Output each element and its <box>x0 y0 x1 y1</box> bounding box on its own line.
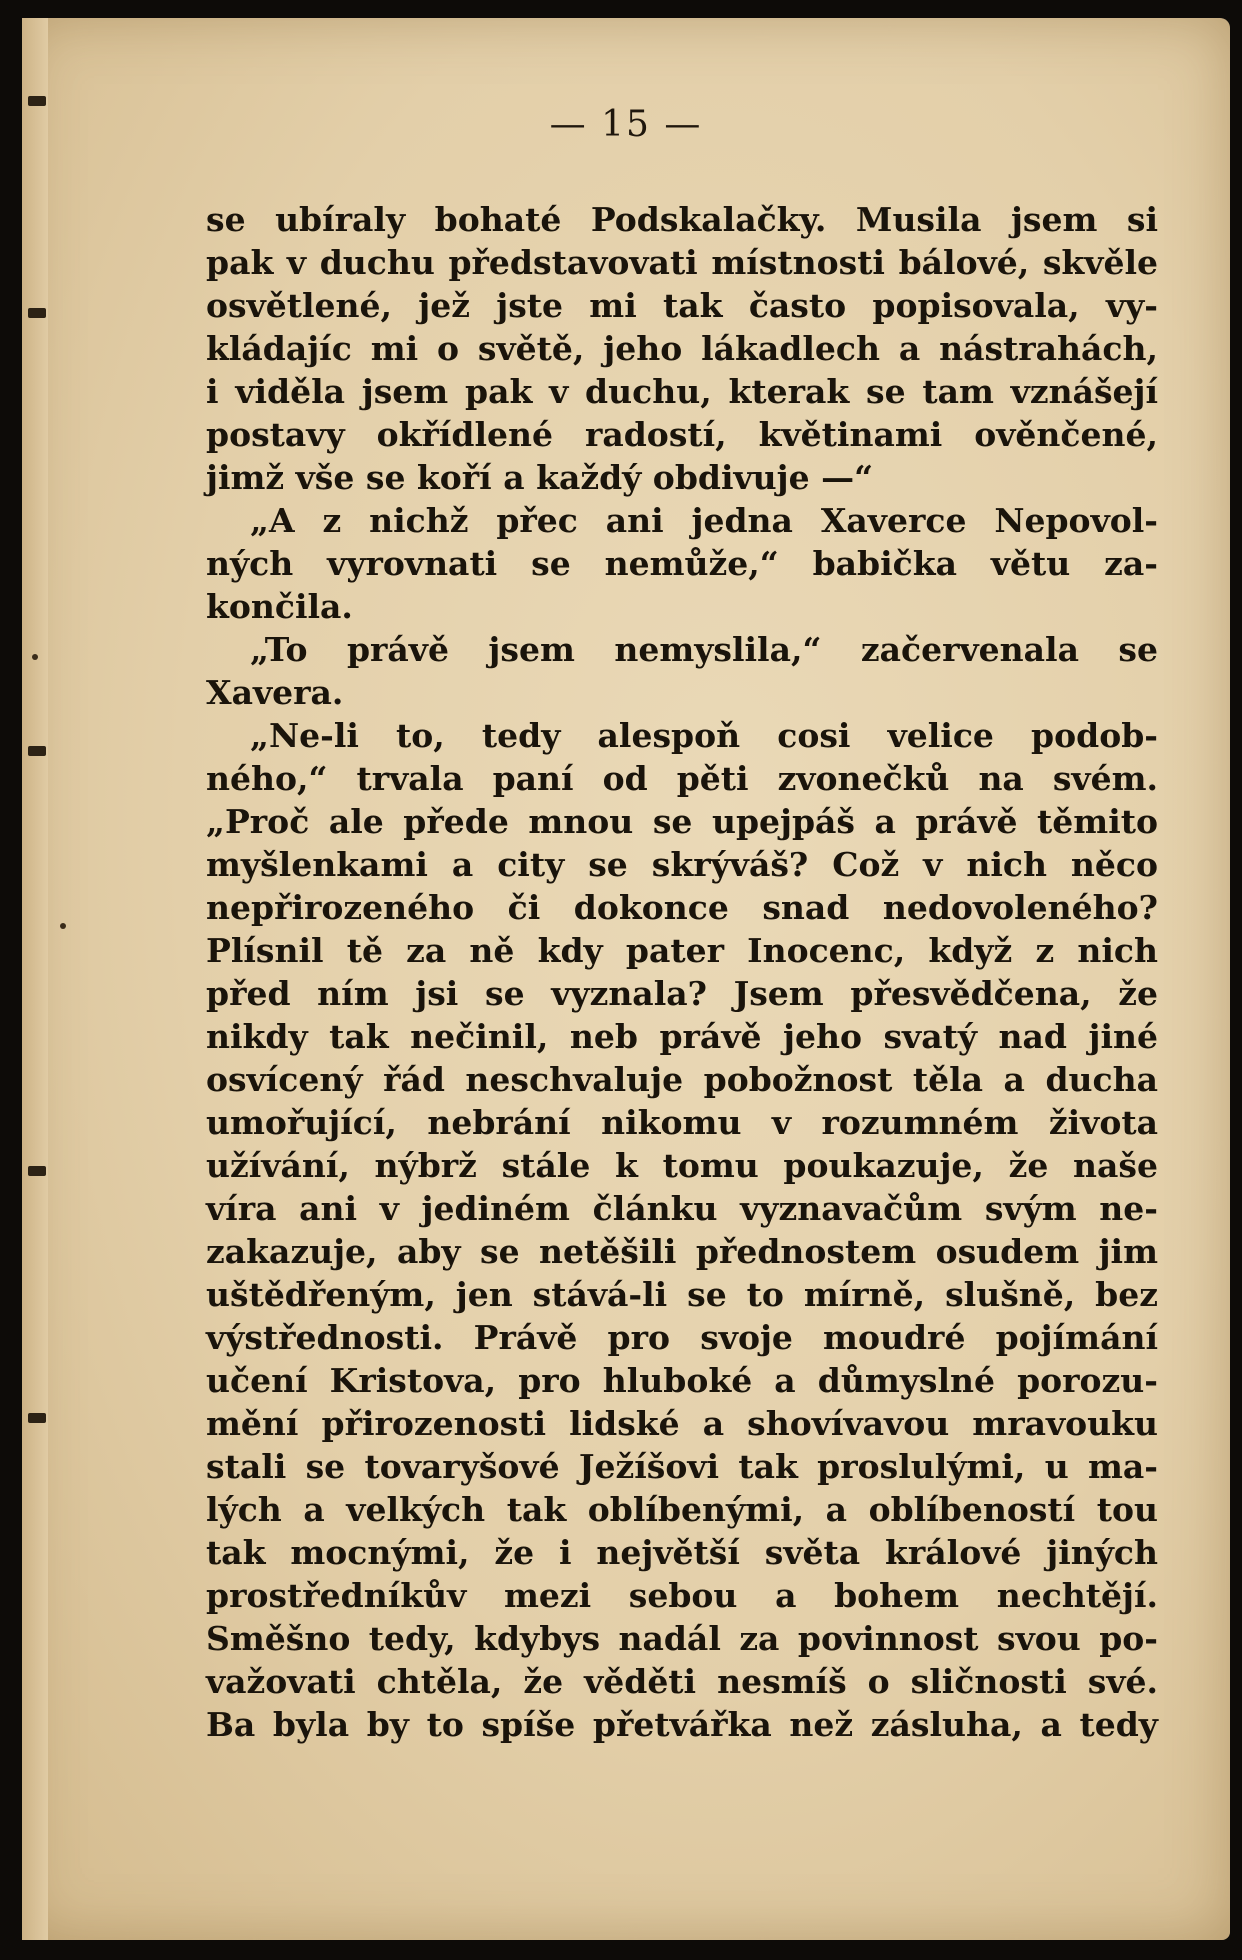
binding-thread-mark <box>28 746 46 756</box>
paper-speck <box>60 923 66 929</box>
text-line: uštědřeným, jen stává-li se to mírně, slušně, bez <box>206 1275 1158 1314</box>
text-line: „A z nichž přec ani jedna Xaverce Nepovol- <box>250 501 1158 540</box>
text-line: stali se tovaryšové Ježíšovi tak proslulými, u ma- <box>206 1447 1158 1486</box>
paper-speck <box>32 654 38 660</box>
text-line: Plísnil tě za ně kdy pater Inocenc, když z nich <box>206 931 1158 970</box>
text-line: se ubíraly bohaté Podskalačky. Musila jsem si <box>206 200 1158 239</box>
text-line: víra ani v jediném článku vyznavačům svým ne- <box>206 1189 1158 1228</box>
text-line: Xavera. <box>206 673 344 712</box>
text-line: osvětlené, jež jste mi tak často popisovala, vy- <box>206 286 1158 325</box>
text-line: nikdy tak nečinil, neb právě jeho svatý nad jiné <box>206 1017 1158 1056</box>
text-line: „Proč ale přede mnou se upejpáš a právě těmito <box>206 802 1158 841</box>
text-line: končila. <box>206 587 353 626</box>
binding-thread-mark <box>28 1166 46 1176</box>
text-line: mění přirozenosti lidské a shovívavou mravouku <box>206 1404 1158 1443</box>
text-line: prostředníkův mezi sebou a bohem nechtějí. <box>206 1576 1158 1615</box>
text-line: Směšno tedy, kdybys nadál za povinnost svou po- <box>206 1619 1158 1658</box>
binding-gutter <box>22 18 48 1940</box>
text-line: ných vyrovnati se nemůže,“ babička větu za- <box>206 544 1158 583</box>
text-line: myšlenkami a city se skrýváš? Což v nich něco <box>206 845 1158 884</box>
text-line: „Ne-li to, tedy alespoň cosi velice podob- <box>250 716 1158 755</box>
binding-thread-mark <box>28 1413 46 1423</box>
body-text <box>206 198 1158 1746</box>
text-line: kládajíc mi o světě, jeho lákadlech a nástrahách, <box>206 329 1158 368</box>
text-line: ného,“ trvala paní od pěti zvonečků na svém. <box>206 759 1158 798</box>
text-line: pak v duchu představovati místnosti bálové, skvěle <box>206 243 1158 282</box>
text-line: osvícený řád neschvaluje pobožnost těla a ducha <box>206 1060 1158 1099</box>
text-line: před ním jsi se vyznala? Jsem přesvědčena, že <box>206 974 1158 1013</box>
text-line: postavy okřídlené radostí, květinami ověnčené, <box>206 415 1158 454</box>
text-line: važovati chtěla, že věděti nesmíš o sličnosti své. <box>206 1662 1158 1701</box>
text-line: jimž vše se koří a každý obdivuje —“ <box>206 458 874 497</box>
text-line: Ba byla by to spíše přetvářka než zásluha, a tedy <box>206 1705 1158 1744</box>
paper-page <box>22 18 1230 1940</box>
text-line: i viděla jsem pak v duchu, kterak se tam vznášejí <box>206 372 1158 411</box>
text-line: tak mocnými, že i největší světa králové jiných <box>206 1533 1158 1572</box>
binding-thread-mark <box>28 308 46 318</box>
text-line: „To právě jsem nemyslila,“ začervenala se <box>250 630 1158 669</box>
text-line: výstřednosti. Právě pro svoje moudré pojímání <box>206 1318 1158 1357</box>
text-line: nepřirozeného či dokonce snad nedovoleného? <box>206 888 1158 927</box>
text-line: lých a velkých tak oblíbenými, a oblíbeností tou <box>206 1490 1158 1529</box>
text-line: učení Kristova, pro hluboké a důmyslné porozu- <box>206 1361 1158 1400</box>
text-line: zakazuje, aby se netěšili přednostem osudem jim <box>206 1232 1158 1271</box>
page-number: — 15 — <box>549 104 703 145</box>
text-line: umořující, nebrání nikomu v rozumném života <box>206 1103 1158 1142</box>
text-line: užívání, nýbrž stále k tomu poukazuje, že naše <box>206 1146 1158 1185</box>
